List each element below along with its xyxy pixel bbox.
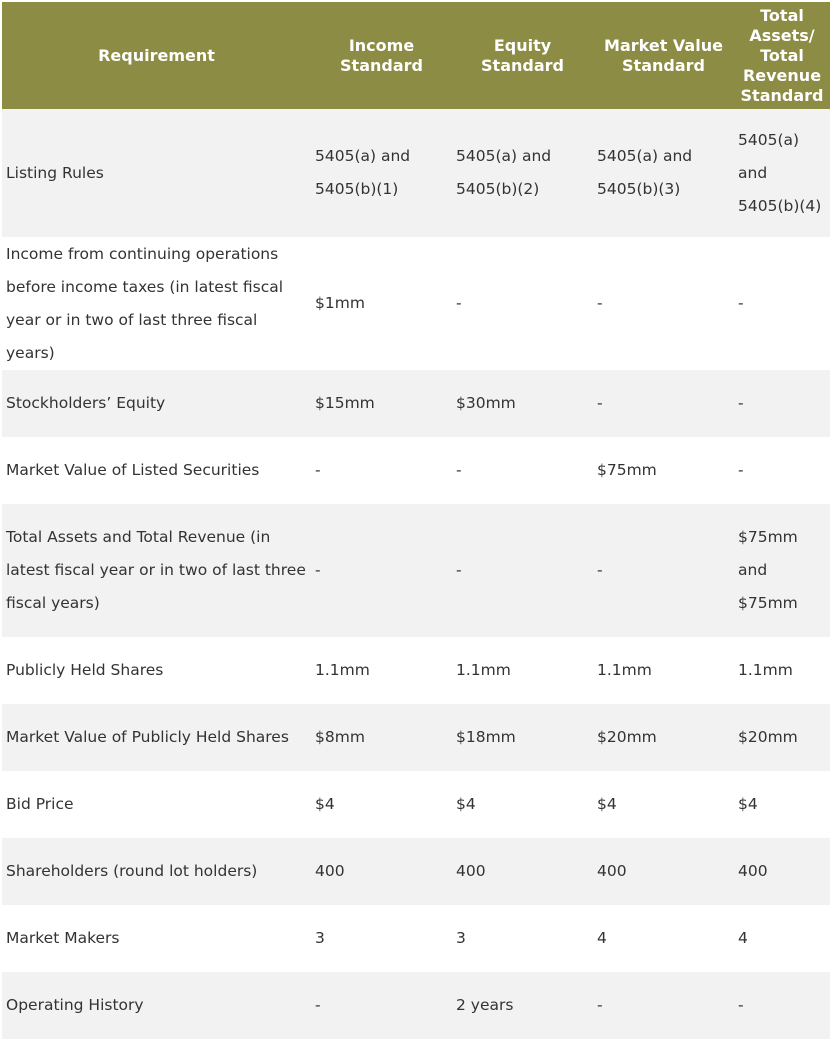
cell-assets-revenue: 4 xyxy=(734,905,830,972)
row-label: Income from continuing operations before income taxes (in latest fiscal year or in two of last three fiscal years) xyxy=(2,237,311,370)
cell-market-value: - xyxy=(593,370,734,437)
row-label: Stockholders’ Equity xyxy=(2,370,311,437)
cell-market-value: 400 xyxy=(593,838,734,905)
cell-equity: - xyxy=(452,437,593,504)
cell-equity: 2 years xyxy=(452,972,593,1039)
cell-income: $4 xyxy=(311,771,452,838)
cell-assets-revenue: - xyxy=(734,237,830,370)
cell-income: 1.1mm xyxy=(311,637,452,704)
cell-market-value: $75mm xyxy=(593,437,734,504)
listing-requirements-table xyxy=(2,2,830,1039)
cell-equity: 3 xyxy=(452,905,593,972)
header-equity-standard: Equity Standard xyxy=(452,2,593,109)
row-label: Listing Rules xyxy=(2,109,311,237)
cell-market-value: 5405(a) and 5405(b)(3) xyxy=(593,109,734,237)
table-row xyxy=(2,637,830,704)
cell-market-value: - xyxy=(593,237,734,370)
table-row xyxy=(2,437,830,504)
cell-equity: $18mm xyxy=(452,704,593,771)
cell-income: - xyxy=(311,504,452,637)
header-requirement: Requirement xyxy=(2,2,311,109)
cell-equity: - xyxy=(452,504,593,637)
cell-equity: $4 xyxy=(452,771,593,838)
cell-equity: 1.1mm xyxy=(452,637,593,704)
cell-income: 400 xyxy=(311,838,452,905)
cell-market-value: - xyxy=(593,504,734,637)
table-row xyxy=(2,771,830,838)
row-label: Bid Price xyxy=(2,771,311,838)
row-label: Market Value of Publicly Held Shares xyxy=(2,704,311,771)
cell-income: $8mm xyxy=(311,704,452,771)
cell-assets-revenue: 5405(a) and 5405(b)(4) xyxy=(734,109,830,237)
row-label: Total Assets and Total Revenue (in latest fiscal year or in two of last three fiscal years) xyxy=(2,504,311,637)
cell-assets-revenue: - xyxy=(734,370,830,437)
cell-assets-revenue: - xyxy=(734,972,830,1039)
header-income-standard: Income Standard xyxy=(311,2,452,109)
cell-equity: $30mm xyxy=(452,370,593,437)
table-row xyxy=(2,370,830,437)
table-row xyxy=(2,237,830,370)
table-row xyxy=(2,838,830,905)
row-label: Market Makers xyxy=(2,905,311,972)
row-label: Market Value of Listed Securities xyxy=(2,437,311,504)
cell-income: 5405(a) and 5405(b)(1) xyxy=(311,109,452,237)
cell-income: $15mm xyxy=(311,370,452,437)
cell-assets-revenue: 1.1mm xyxy=(734,637,830,704)
cell-assets-revenue: - xyxy=(734,437,830,504)
cell-equity: 400 xyxy=(452,838,593,905)
table-row xyxy=(2,905,830,972)
table-header-row xyxy=(2,2,830,109)
row-label: Publicly Held Shares xyxy=(2,637,311,704)
cell-assets-revenue: $75mm and $75mm xyxy=(734,504,830,637)
table-row xyxy=(2,704,830,771)
cell-income: - xyxy=(311,972,452,1039)
cell-income: 3 xyxy=(311,905,452,972)
cell-assets-revenue: 400 xyxy=(734,838,830,905)
row-label: Operating History xyxy=(2,972,311,1039)
cell-income: - xyxy=(311,437,452,504)
cell-market-value: 4 xyxy=(593,905,734,972)
cell-market-value: $4 xyxy=(593,771,734,838)
table-row xyxy=(2,504,830,637)
cell-assets-revenue: $4 xyxy=(734,771,830,838)
cell-market-value: 1.1mm xyxy=(593,637,734,704)
cell-assets-revenue: $20mm xyxy=(734,704,830,771)
header-total-assets-revenue-standard: Total Assets/ Total Revenue Standard xyxy=(734,2,830,109)
cell-equity: 5405(a) and 5405(b)(2) xyxy=(452,109,593,237)
cell-market-value: $20mm xyxy=(593,704,734,771)
cell-income: $1mm xyxy=(311,237,452,370)
table-row xyxy=(2,972,830,1039)
table-row xyxy=(2,109,830,237)
cell-equity: - xyxy=(452,237,593,370)
cell-market-value: - xyxy=(593,972,734,1039)
header-market-value-standard: Market Value Standard xyxy=(593,2,734,109)
row-label: Shareholders (round lot holders) xyxy=(2,838,311,905)
